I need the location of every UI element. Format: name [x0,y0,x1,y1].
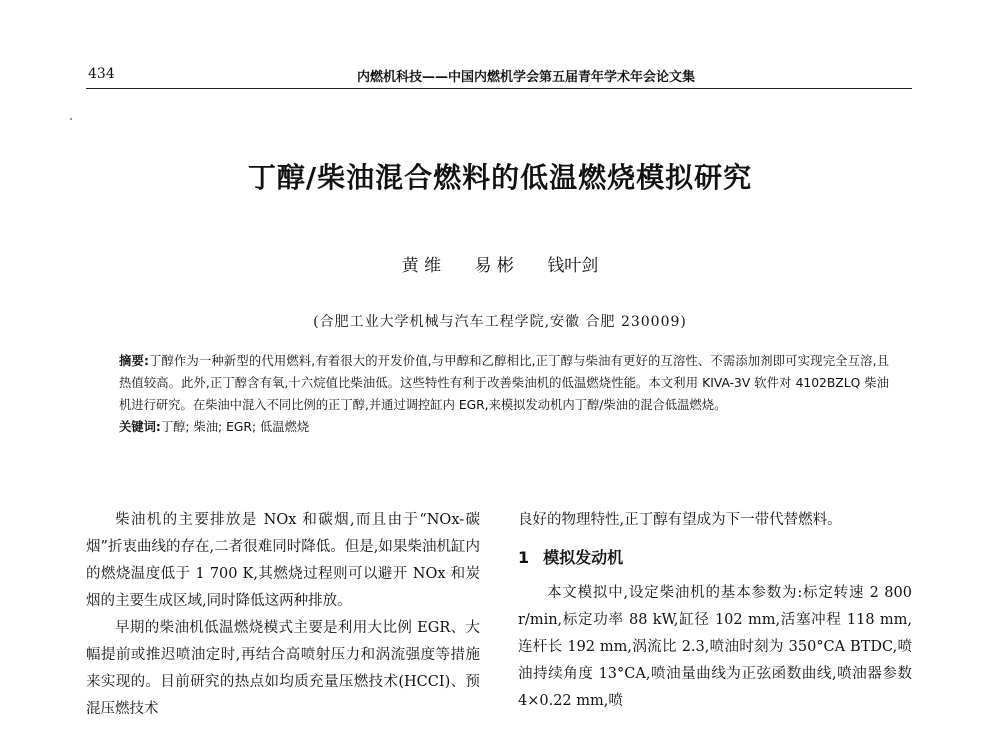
body-paragraph: 本文模拟中,设定柴油机的基本参数为:标定转速 2 800 r/min,标定功率 88 kW,缸径 102 mm,活塞冲程 118 mm,连杆长 192 mm,涡流比 2.3,喷油时刻为 350°CA BTDC,喷油持续角度 13°CA,喷油量曲线为正弦函数曲线,喷油器参数 4×0.22 mm,喷 [518,585,912,709]
body-column-left [86,507,480,723]
keywords-label: 关键词: [119,420,161,434]
abstract-label: 摘要: [119,354,149,368]
body-column-right [518,507,912,715]
body-paragraph-continued: 良好的物理特性,正丁醇有望成为下一带代替燃料。 [518,512,842,528]
author-list [0,251,1000,276]
abstract-text: 丁醇作为一种新型的代用燃料,有着很大的开发价值,与甲醇和乙醇相比,正丁醇与柴油有更好的互溶性、不需添加剂即可实现完全互溶,且热值较高。此外,正丁醇含有氧,十六烷值比柴油低。这些特性有利于改善柴油机的低温燃烧性能。本文利用 KIVA-3V 软件对 4102BZLQ 柴油机进行研究。在柴油中混入不同比例的正丁醇,并通过调控缸内 EGR,来模拟发动机内丁醇/柴油的混合低温燃烧。 [119,354,889,412]
abstract-body [119,350,889,416]
author-1: 黄 维 [401,256,442,276]
paper-title: 丁醇/柴油混合燃料的低温燃烧模拟研究 [247,161,753,194]
running-header [86,66,912,89]
section-number: 1 [518,548,530,567]
author-3: 钱叶剑 [547,256,599,276]
author-2: 易 彬 [474,256,514,276]
body-paragraph: 柴油机的主要排放是 NOx 和碳烟,而且由于“NOx-碳烟”折衷曲线的存在,二者很难同时降低。但是,如果柴油机缸内的燃烧温度低于 1 700 K,其燃烧过程则可以避开 NOx 和炭烟的主要生成区域,同时降低这两种排放。 [86,512,480,609]
affiliation: (合肥工业大学机械与汽车工程学院,安徽 合肥 230009) [313,314,687,330]
section-heading [518,544,912,572]
keywords-text: 丁醇; 柴油; EGR; 低温燃烧 [160,420,310,434]
section-title: 模拟发动机 [543,548,624,567]
abstract-block [119,350,889,438]
scan-speck [70,118,72,120]
body-paragraph: 早期的柴油机低温燃烧模式主要是利用大比例 EGR、大幅提前或推迟喷油定时,再结合高喷射压力和涡流强度等措施来实现的。目前研究的热点如均质充量压燃技术(HCCI)、预混压燃技术 [86,620,480,717]
page-number: 434 [88,66,115,82]
running-head-title: 内燃机科技——中国内燃机学会第五届青年学术年会论文集 [356,70,695,85]
keywords-line [119,416,889,438]
